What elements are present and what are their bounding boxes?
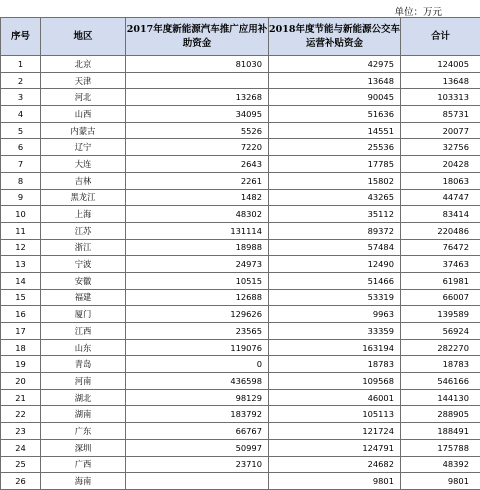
table-row: [1, 122, 480, 139]
cell-index: 25: [1, 456, 41, 473]
cell-total: 32756: [401, 139, 480, 156]
table-row: [1, 323, 480, 340]
cell-region: 宁波: [41, 256, 126, 273]
cell-total: 76472: [401, 239, 480, 256]
unit-label: 单位：万元: [394, 4, 442, 18]
cell-2017-subsidy: 131114: [126, 222, 269, 239]
cell-region: 青岛: [41, 356, 126, 373]
cell-total: 20428: [401, 156, 480, 173]
table-row: [1, 206, 480, 223]
cell-total: 13648: [401, 72, 480, 89]
cell-2018-subsidy: 12490: [269, 256, 401, 273]
cell-2017-subsidy: [126, 473, 269, 490]
cell-2017-subsidy: 2643: [126, 156, 269, 173]
table-row: [1, 373, 480, 390]
cell-index: 20: [1, 373, 41, 390]
cell-index: 13: [1, 256, 41, 273]
cell-2017-subsidy: 7220: [126, 139, 269, 156]
table-row: [1, 106, 480, 123]
table-row: [1, 89, 480, 106]
cell-total: 20077: [401, 122, 480, 139]
cell-2017-subsidy: 18988: [126, 239, 269, 256]
cell-total: 103313: [401, 89, 480, 106]
cell-region: 深圳: [41, 439, 126, 456]
cell-2017-subsidy: 98129: [126, 389, 269, 406]
cell-index: 22: [1, 406, 41, 423]
table-row: [1, 423, 480, 440]
table-body: [1, 56, 480, 490]
cell-region: 天津: [41, 72, 126, 89]
table-row: [1, 339, 480, 356]
cell-index: 26: [1, 473, 41, 490]
cell-index: 18: [1, 339, 41, 356]
cell-2017-subsidy: 24973: [126, 256, 269, 273]
cell-total: 18063: [401, 172, 480, 189]
header-region: 地区: [41, 18, 126, 56]
cell-2017-subsidy: 13268: [126, 89, 269, 106]
cell-2017-subsidy: 48302: [126, 206, 269, 223]
cell-2018-subsidy: 9963: [269, 306, 401, 323]
cell-region: 北京: [41, 56, 126, 73]
cell-2018-subsidy: 25536: [269, 139, 401, 156]
cell-2018-subsidy: 35112: [269, 206, 401, 223]
subsidy-table: [0, 17, 480, 490]
cell-2017-subsidy: 23565: [126, 323, 269, 340]
cell-region: 湖北: [41, 389, 126, 406]
cell-2018-subsidy: 46001: [269, 389, 401, 406]
cell-region: 江苏: [41, 222, 126, 239]
table-row: [1, 389, 480, 406]
table-row: [1, 172, 480, 189]
cell-index: 12: [1, 239, 41, 256]
cell-2018-subsidy: 124791: [269, 439, 401, 456]
cell-2017-subsidy: 5526: [126, 122, 269, 139]
cell-index: 21: [1, 389, 41, 406]
cell-2017-subsidy: 34095: [126, 106, 269, 123]
cell-region: 江西: [41, 323, 126, 340]
cell-index: 10: [1, 206, 41, 223]
header-index: 序号: [1, 18, 41, 56]
cell-2018-subsidy: 15802: [269, 172, 401, 189]
cell-total: 139589: [401, 306, 480, 323]
cell-2018-subsidy: 105113: [269, 406, 401, 423]
cell-region: 广东: [41, 423, 126, 440]
cell-2018-subsidy: 43265: [269, 189, 401, 206]
cell-region: 浙江: [41, 239, 126, 256]
cell-2017-subsidy: 66767: [126, 423, 269, 440]
cell-total: 144130: [401, 389, 480, 406]
cell-total: 188491: [401, 423, 480, 440]
cell-2017-subsidy: 0: [126, 356, 269, 373]
cell-index: 14: [1, 272, 41, 289]
cell-region: 厦门: [41, 306, 126, 323]
table-row: [1, 406, 480, 423]
table-row: [1, 256, 480, 273]
cell-total: 61981: [401, 272, 480, 289]
cell-index: 4: [1, 106, 41, 123]
cell-total: 220486: [401, 222, 480, 239]
cell-total: 9801: [401, 473, 480, 490]
cell-2017-subsidy: 436598: [126, 373, 269, 390]
cell-index: 24: [1, 439, 41, 456]
cell-2017-subsidy: [126, 72, 269, 89]
cell-total: 83414: [401, 206, 480, 223]
table-header-row: [1, 18, 480, 56]
cell-2018-subsidy: 89372: [269, 222, 401, 239]
cell-total: 85731: [401, 106, 480, 123]
cell-region: 湖南: [41, 406, 126, 423]
table-row: [1, 306, 480, 323]
cell-region: 山东: [41, 339, 126, 356]
header-total: 合计: [401, 18, 480, 56]
cell-region: 大连: [41, 156, 126, 173]
cell-index: 23: [1, 423, 41, 440]
cell-2017-subsidy: 1482: [126, 189, 269, 206]
cell-2018-subsidy: 33359: [269, 323, 401, 340]
cell-2017-subsidy: 10515: [126, 272, 269, 289]
cell-total: 282270: [401, 339, 480, 356]
cell-2018-subsidy: 121724: [269, 423, 401, 440]
cell-region: 吉林: [41, 172, 126, 189]
cell-2018-subsidy: 57484: [269, 239, 401, 256]
cell-region: 海南: [41, 473, 126, 490]
table-row: [1, 439, 480, 456]
cell-region: 山西: [41, 106, 126, 123]
cell-index: 17: [1, 323, 41, 340]
header-2017-subsidy: 2017年度新能源汽车推广应用补助资金: [126, 18, 269, 56]
cell-2018-subsidy: 51636: [269, 106, 401, 123]
table-row: [1, 156, 480, 173]
cell-total: 66007: [401, 289, 480, 306]
cell-region: 河北: [41, 89, 126, 106]
cell-index: 11: [1, 222, 41, 239]
cell-region: 河南: [41, 373, 126, 390]
table-row: [1, 289, 480, 306]
cell-total: 18783: [401, 356, 480, 373]
table-row: [1, 473, 480, 490]
cell-2017-subsidy: 129626: [126, 306, 269, 323]
table-row: [1, 189, 480, 206]
cell-2018-subsidy: 13648: [269, 72, 401, 89]
header-2018-subsidy: 2018年度节能与新能源公交车运营补贴资金: [269, 18, 401, 56]
cell-region: 上海: [41, 206, 126, 223]
cell-2018-subsidy: 42975: [269, 56, 401, 73]
cell-total: 37463: [401, 256, 480, 273]
cell-index: 3: [1, 89, 41, 106]
cell-index: 2: [1, 72, 41, 89]
cell-index: 19: [1, 356, 41, 373]
table-row: [1, 139, 480, 156]
cell-total: 288905: [401, 406, 480, 423]
table-row: [1, 222, 480, 239]
cell-2017-subsidy: 23710: [126, 456, 269, 473]
table-row: [1, 72, 480, 89]
cell-region: 内蒙古: [41, 122, 126, 139]
cell-2018-subsidy: 14551: [269, 122, 401, 139]
cell-index: 15: [1, 289, 41, 306]
cell-2018-subsidy: 18783: [269, 356, 401, 373]
cell-region: 辽宁: [41, 139, 126, 156]
table-row: [1, 272, 480, 289]
cell-region: 福建: [41, 289, 126, 306]
cell-2018-subsidy: 90045: [269, 89, 401, 106]
cell-index: 1: [1, 56, 41, 73]
cell-2017-subsidy: 119076: [126, 339, 269, 356]
cell-2018-subsidy: 51466: [269, 272, 401, 289]
cell-2018-subsidy: 24682: [269, 456, 401, 473]
cell-2018-subsidy: 9801: [269, 473, 401, 490]
cell-index: 8: [1, 172, 41, 189]
table-row: [1, 56, 480, 73]
cell-2018-subsidy: 163194: [269, 339, 401, 356]
cell-2017-subsidy: 50997: [126, 439, 269, 456]
cell-total: 44747: [401, 189, 480, 206]
cell-total: 56924: [401, 323, 480, 340]
cell-total: 546166: [401, 373, 480, 390]
cell-2017-subsidy: 12688: [126, 289, 269, 306]
cell-2018-subsidy: 109568: [269, 373, 401, 390]
cell-index: 5: [1, 122, 41, 139]
cell-region: 黑龙江: [41, 189, 126, 206]
cell-region: 安徽: [41, 272, 126, 289]
table-row: [1, 456, 480, 473]
cell-2017-subsidy: 81030: [126, 56, 269, 73]
cell-region: 广西: [41, 456, 126, 473]
cell-2017-subsidy: 183792: [126, 406, 269, 423]
cell-index: 16: [1, 306, 41, 323]
cell-2018-subsidy: 53319: [269, 289, 401, 306]
cell-total: 175788: [401, 439, 480, 456]
table-row: [1, 356, 480, 373]
cell-total: 124005: [401, 56, 480, 73]
cell-index: 9: [1, 189, 41, 206]
cell-2018-subsidy: 17785: [269, 156, 401, 173]
cell-index: 7: [1, 156, 41, 173]
table-row: [1, 239, 480, 256]
cell-total: 48392: [401, 456, 480, 473]
cell-2017-subsidy: 2261: [126, 172, 269, 189]
cell-index: 6: [1, 139, 41, 156]
